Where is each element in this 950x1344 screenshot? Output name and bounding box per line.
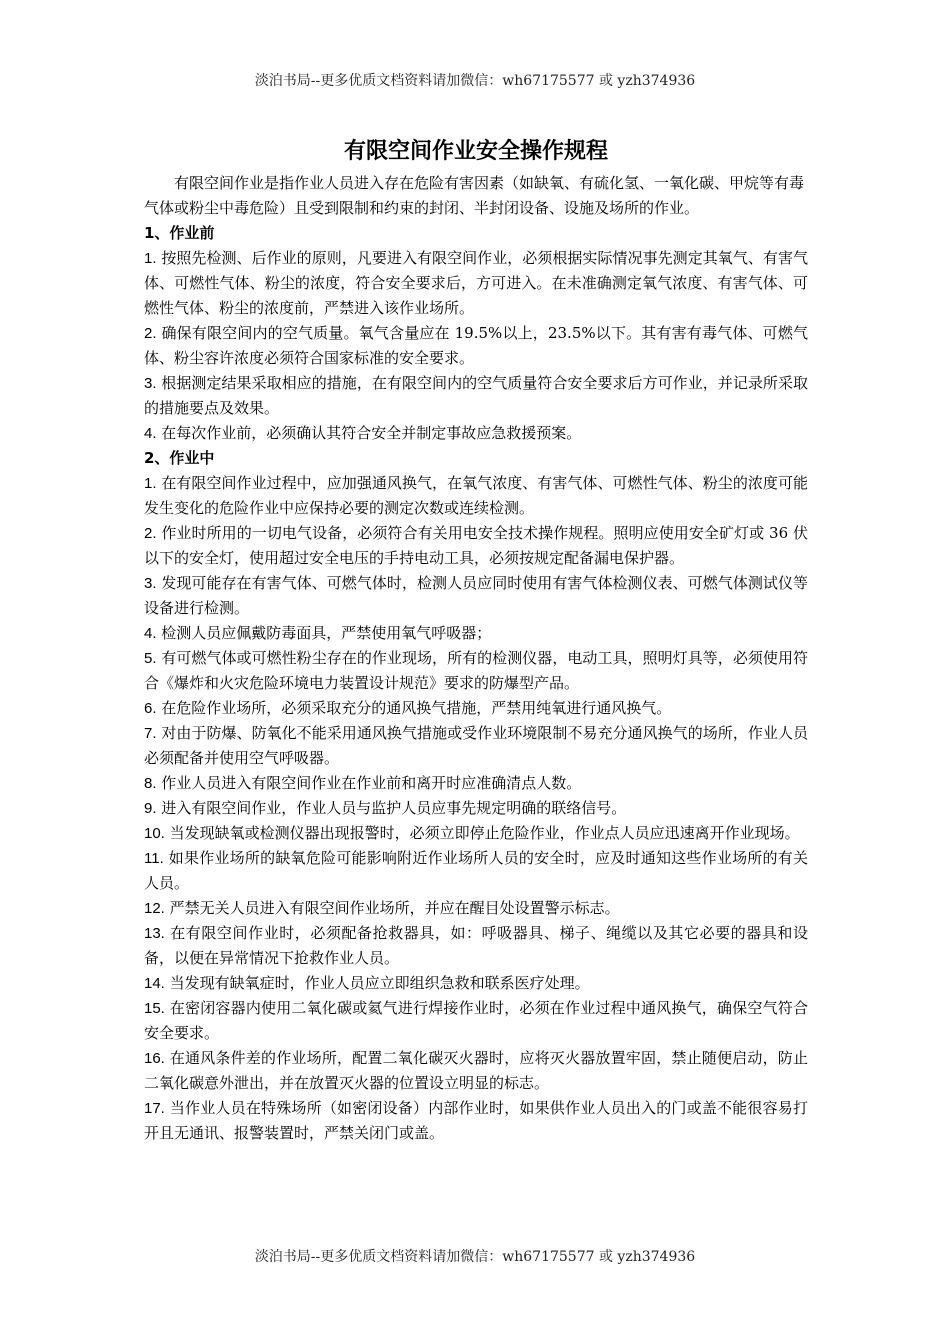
item-text: 作业时所用的一切电气设备，必须符合有关用电安全技术操作规程。照明应使用安全矿灯或 36 伏以下的安全灯，使用超过安全电压的手持电动工具，必须按规定配备漏电保护器。: [144, 524, 808, 567]
item-number: 3.: [144, 375, 157, 392]
item-number: 2.: [144, 325, 157, 342]
item-number: 14.: [144, 975, 165, 992]
item-text: 如果作业场所的缺氧危险可能影响附近作业场所人员的安全时，应及时通知这些作业场所的有关人员。: [144, 849, 808, 892]
item-text: 在有限空间作业过程中，应加强通风换气，在氧气浓度、有害气体、可燃性气体、粉尘的浓度可能发生变化的危险作业中应保持必要的测定次数或连续检测。: [144, 474, 808, 517]
list-item: [144, 371, 808, 421]
list-item: [144, 421, 808, 446]
list-item: [144, 646, 808, 696]
item-text: 进入有限空间作业，作业人员与监护人员应事先规定明确的联络信号。: [161, 799, 627, 817]
item-number: 13.: [144, 925, 165, 942]
item-number: 6.: [144, 700, 157, 717]
item-text: 根据测定结果采取相应的措施，在有限空间内的空气质量符合安全要求后方可作业，并记录所采取的措施要点及效果。: [144, 374, 808, 417]
list-item: [144, 796, 808, 821]
item-text: 在每次作业前，必须确认其符合安全并制定事故应急救援预案。: [161, 424, 582, 442]
item-number: 7.: [144, 725, 157, 742]
intro-paragraph: 有限空间作业是指作业人员进入存在危险有害因素（如缺氧、有硫化氢、一氧化碳、甲烷等有毒气体或粉尘中毒危险）且受到限制和约束的封闭、半封闭设备、设施及场所的作业。: [144, 174, 805, 217]
section-heading-during-work: 2、作业中: [144, 449, 215, 467]
item-number: 3.: [144, 575, 157, 592]
item-text: 对由于防爆、防氧化不能采用通风换气措施或受作业环境限制不易充分通风换气的场所，作业人员必须配备并使用空气呼吸器。: [144, 724, 808, 767]
item-text: 在通风条件差的作业场所，配置二氧化碳灭火器时，应将灭火器放置牢固，禁止随便启动，防止二氧化碳意外泄出，并在放置灭火器的位置设立明显的标志。: [144, 1049, 808, 1092]
item-text: 有可燃气体或可燃性粉尘存在的作业现场，所有的检测仪器，电动工具，照明灯具等，必须使用符合《爆炸和火灾危险环境电力装置设计规范》要求的防爆型产品。: [144, 649, 808, 692]
item-number: 2.: [144, 525, 157, 542]
item-number: 4.: [144, 625, 157, 642]
list-item: [144, 821, 808, 846]
item-text: 作业人员进入有限空间作业在作业前和离开时应准确清点人数。: [161, 774, 582, 792]
item-text: 当发现缺氧或检测仪器出现报警时，必须立即停止危险作业，作业点人员应迅速离开作业现场。: [169, 824, 800, 842]
section-heading-before-work: 1、作业前: [144, 224, 215, 242]
item-number: 9.: [144, 800, 157, 817]
item-number: 4.: [144, 425, 157, 442]
page-footer: 淡泊书局--更多优质文档资料请加微信：wh67175577 或 yzh374936: [254, 1249, 696, 1265]
list-item: [144, 721, 808, 771]
list-item: [144, 621, 808, 646]
item-number: 17.: [144, 1100, 165, 1117]
list-item: [144, 246, 808, 321]
list-item: [144, 1046, 808, 1096]
document-body: [144, 135, 808, 1146]
item-text: 在有限空间作业时，必须配备抢救器具，如：呼吸器具、梯子、绳缆以及其它必要的器具和设备，以便在异常情况下抢救作业人员。: [144, 924, 808, 967]
item-text: 确保有限空间内的空气质量。氧气含量应在 19.5%以上，23.5%以下。其有害有毒气体、可燃气体、粉尘容许浓度必须符合国家标准的安全要求。: [144, 324, 808, 367]
list-item: [144, 1096, 808, 1146]
list-item: [144, 771, 808, 796]
list-item: [144, 996, 808, 1046]
list-item: [144, 521, 808, 571]
item-text: 发现可能存在有害气体、可燃气体时，检测人员应同时使用有害气体检测仪表、可燃气体测试仪等设备进行检测。: [144, 574, 808, 617]
list-item: [144, 471, 808, 521]
item-number: 12.: [144, 900, 165, 917]
list-item: [144, 921, 808, 971]
list-item: [144, 846, 808, 896]
item-text: 严禁无关人员进入有限空间作业场所，并应在醒目处设置警示标志。: [169, 899, 620, 917]
item-text: 在危险作业场所，必须采取充分的通风换气措施，严禁用纯氧进行通风换气。: [161, 699, 672, 717]
list-item: [144, 971, 808, 996]
item-number: 10.: [144, 825, 165, 842]
item-number: 11.: [144, 850, 164, 867]
item-number: 1.: [144, 475, 157, 492]
page-header: 淡泊书局--更多优质文档资料请加微信：wh67175577 或 yzh374936: [254, 73, 696, 89]
list-item: [144, 571, 808, 621]
item-number: 16.: [144, 1050, 165, 1067]
list-item: [144, 896, 808, 921]
item-text: 检测人员应佩戴防毒面具，严禁使用氧气呼吸器；: [161, 624, 492, 642]
document-title: 有限空间作业安全操作规程: [343, 139, 608, 164]
item-text: 当作业人员在特殊场所（如密闭设备）内部作业时，如果供作业人员出入的门或盖不能很容易打开且无通讯、报警装置时，严禁关闭门或盖。: [144, 1099, 808, 1142]
item-number: 1.: [144, 250, 157, 267]
item-text: 按照先检测、后作业的原则，凡要进入有限空间作业，必须根据实际情况事先测定其氧气、有害气体、可燃性气体、粉尘的浓度，符合安全要求后，方可进入。在未准确测定氧气浓度、有害气体、可燃性气体、粉尘的浓度前，严禁进入该作业场所。: [144, 249, 808, 317]
item-number: 8.: [144, 775, 157, 792]
list-item: [144, 696, 808, 721]
list-item: [144, 321, 808, 371]
item-text: 当发现有缺氧症时，作业人员应立即组织急救和联系医疗处理。: [169, 974, 590, 992]
item-text: 在密闭容器内使用二氧化碳或氦气进行焊接作业时，必须在作业过程中通风换气，确保空气符合安全要求。: [144, 999, 808, 1042]
item-number: 5.: [144, 650, 157, 667]
item-number: 15.: [144, 1000, 165, 1017]
